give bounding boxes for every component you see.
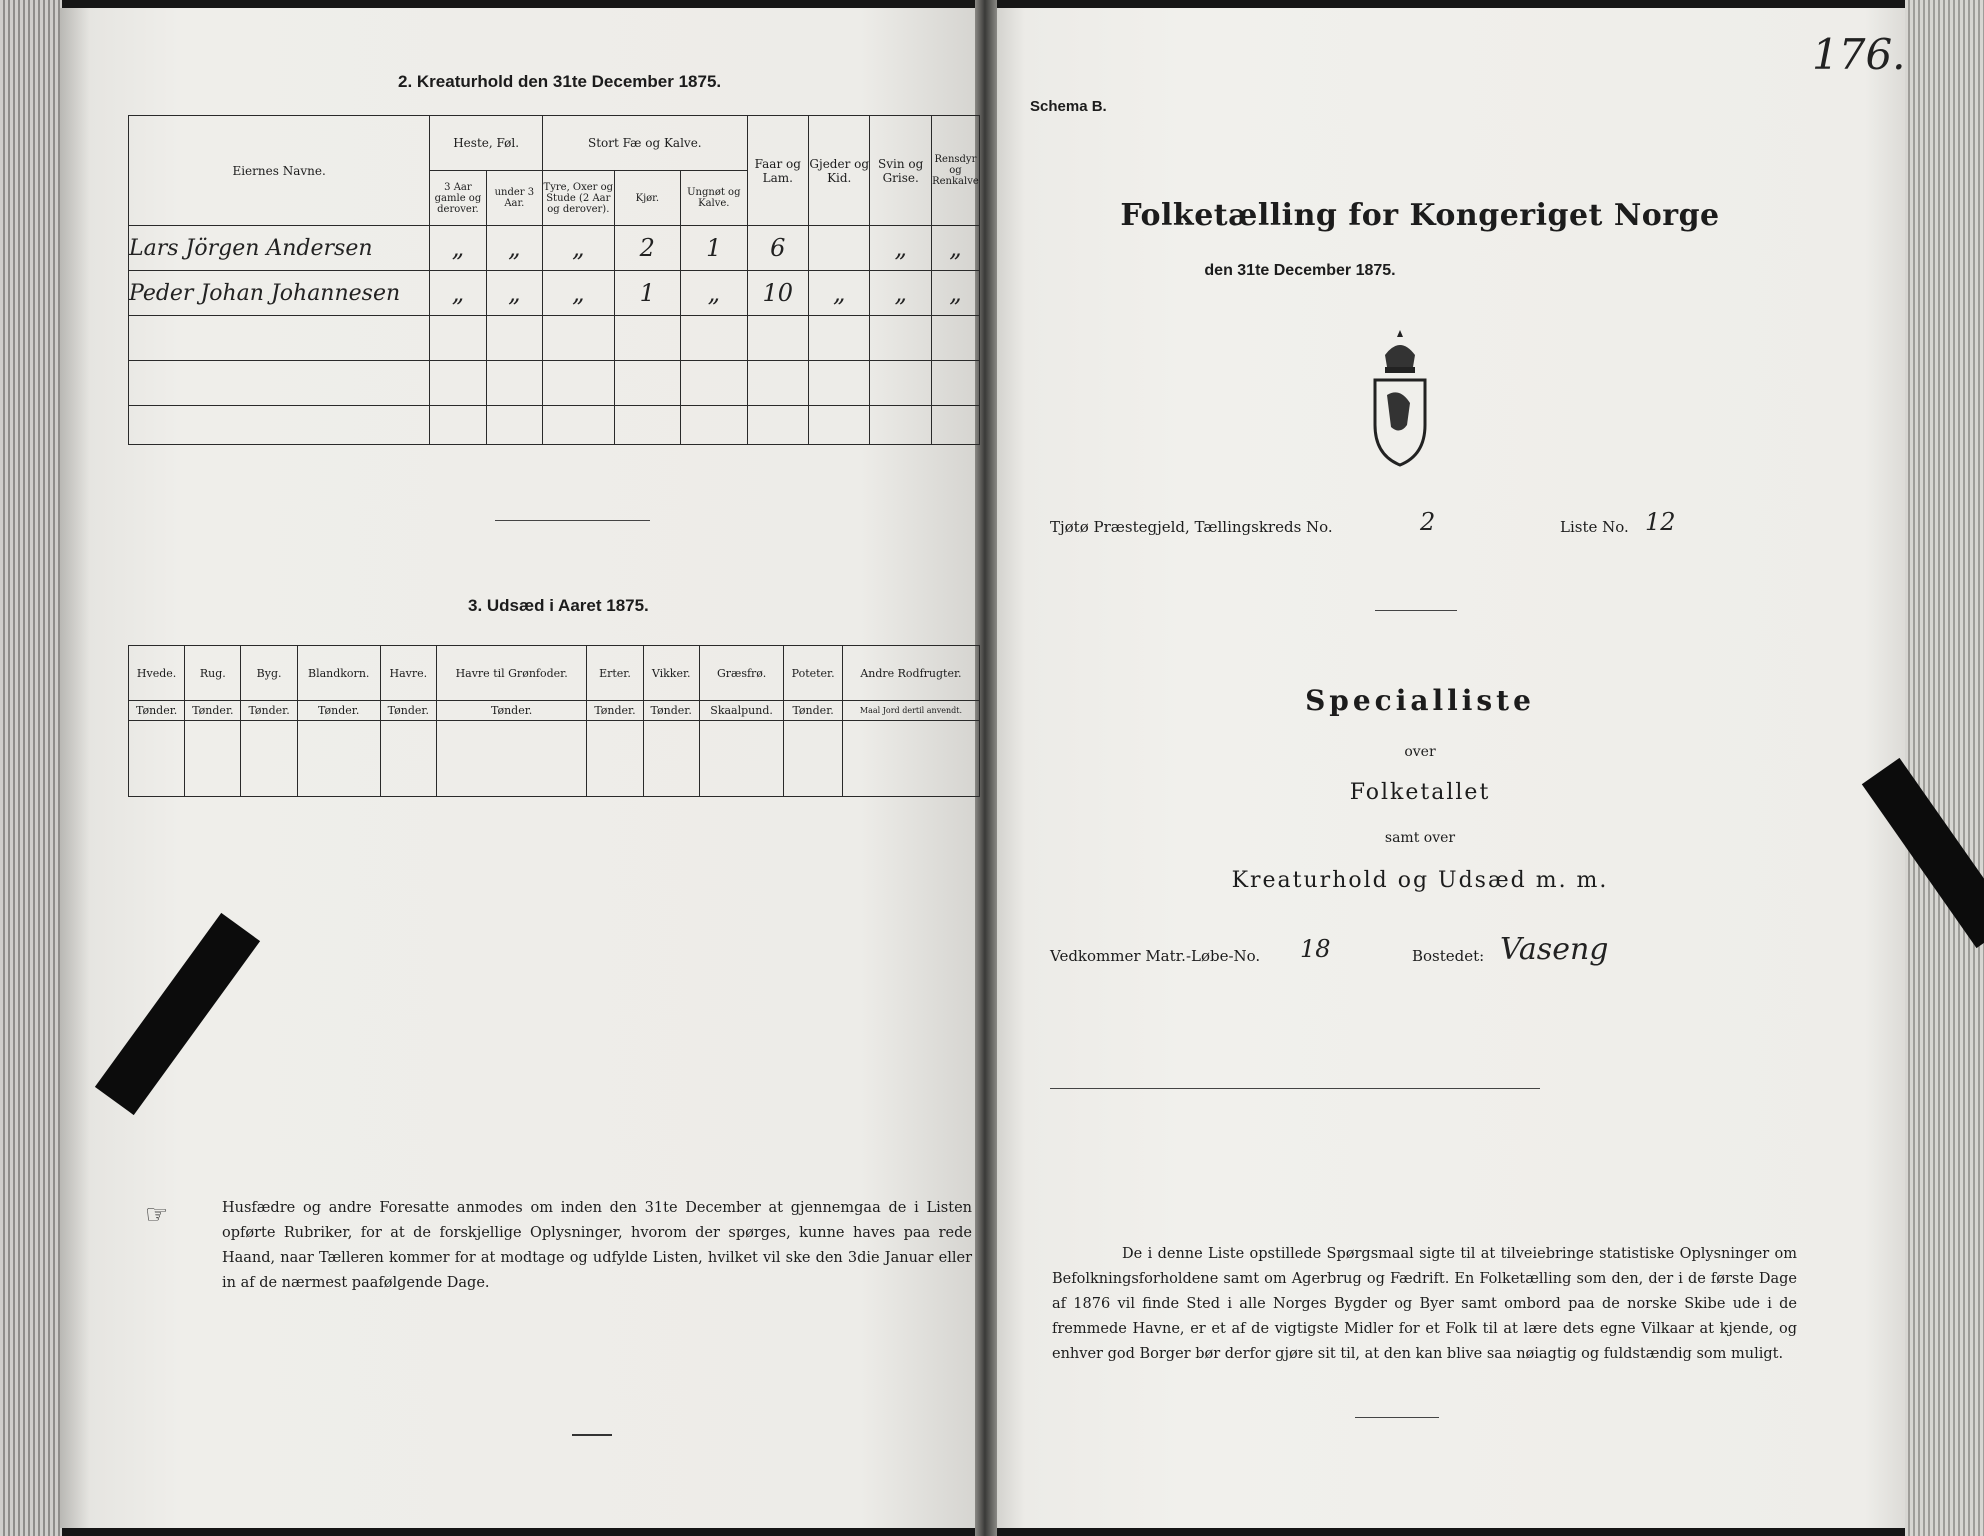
- sowing-header: Græsfrø.: [699, 646, 784, 701]
- sowing-unit: Tønder.: [297, 701, 380, 721]
- specialliste-title: Specialliste: [1305, 684, 1535, 717]
- footer-text: De i denne Liste opstillede Spørgsmaal sigte til at tilveiebringe statistiske Oplysninger om Befolkningsforholdene samt om Agerbrug og Fædrift. En Folketælling som den, der i de første Dage af 1876 vil finde Sted i alle Norges Bygder og Byer samt ombord paa de norske Skibe ude i de fremmede Havne, er et af de vigtigste Midler for et Folk til at lære dets egne Vilkaar at kjende, og enhver god Borger bør derfor gjøre sit til, at den kan blive saa nøiagtig og fuldstændig som muligt.: [1052, 1246, 1797, 1362]
- sowing-header: Havre.: [380, 646, 436, 701]
- cell: „: [681, 271, 747, 316]
- sowing-cell: [241, 721, 297, 797]
- cell: „: [809, 271, 870, 316]
- pointing-hand-icon: ☞: [145, 1200, 169, 1230]
- sowing-cell: [699, 721, 784, 797]
- sowing-header: Rug.: [185, 646, 241, 701]
- faar-header: Faar og Lam.: [747, 116, 808, 226]
- divider: [1375, 610, 1457, 611]
- cell: 10: [747, 271, 808, 316]
- bosted-label: Bostedet:: [1412, 947, 1485, 965]
- cell: 1: [614, 271, 680, 316]
- divider: [572, 1434, 612, 1436]
- sowing-cell: [842, 721, 979, 797]
- stort-sub-2: Kjør.: [614, 171, 680, 226]
- cell: [809, 226, 870, 271]
- sowing-header: Poteter.: [784, 646, 843, 701]
- cell: „: [931, 226, 979, 271]
- liste-no: 12: [1645, 508, 1676, 536]
- sowing-cell: [436, 721, 586, 797]
- sowing-header: Havre til Grønfoder.: [436, 646, 586, 701]
- main-title: Folketælling for Kongeriget Norge: [1120, 198, 1720, 233]
- cell: „: [870, 271, 931, 316]
- cell: „: [931, 271, 979, 316]
- divider: [1355, 1417, 1439, 1418]
- sowing-header: Erter.: [587, 646, 643, 701]
- matr-label: Vedkommer Matr.-Løbe-No.: [1050, 947, 1261, 965]
- sowing-cell: [297, 721, 380, 797]
- cell: „: [543, 271, 615, 316]
- sowing-unit: Tønder.: [380, 701, 436, 721]
- sowing-unit: Tønder.: [587, 701, 643, 721]
- cell: „: [430, 226, 486, 271]
- date-line: den 31te December 1875.: [1204, 262, 1396, 279]
- sowing-cell: [784, 721, 843, 797]
- cell: „: [486, 226, 542, 271]
- sowing-unit: Tønder.: [129, 701, 185, 721]
- svin-header: Svin og Grise.: [870, 116, 931, 226]
- divider: [495, 520, 650, 521]
- stort-sub-1: Tyre, Oxer og Stude (2 Aar og derover).: [543, 171, 615, 226]
- over-label: over: [1404, 744, 1436, 760]
- sowing-unit: Tønder.: [185, 701, 241, 721]
- heste-sub-2: under 3 Aar.: [486, 171, 542, 226]
- sowing-header: Byg.: [241, 646, 297, 701]
- table-row: [129, 361, 980, 406]
- divider: [1050, 1088, 1540, 1089]
- cell: „: [486, 271, 542, 316]
- notice-text: Husfædre og andre Foresatte anmodes om inden den 31te December at gjennemgaa de i Listen opførte Rubriker, for at de forskjellige Oplysninger, hvorom der spørges, kunne haves paa rede Haand, naar Tælleren kommer for at modtage og udfylde Listen, hvilket vil ske den 3die Januar eller in af de nærmest paafølgende Dage.: [222, 1200, 972, 1291]
- cell: „: [543, 226, 615, 271]
- sowing-cell: [129, 721, 185, 797]
- sowing-cell: [587, 721, 643, 797]
- liste-label: Liste No.: [1560, 518, 1629, 536]
- schema-label: Schema B.: [1030, 98, 1107, 115]
- rensdyr-header: Rensdyr og Renkalve: [931, 116, 979, 226]
- sowing-unit: Tønder.: [241, 701, 297, 721]
- page-number: 176.: [1812, 30, 1906, 79]
- sowing-table: [128, 645, 980, 797]
- sowing-cell: [185, 721, 241, 797]
- stort-header: Stort Fæ og Kalve.: [543, 116, 748, 171]
- book-edge-right: [1905, 0, 1984, 1536]
- folketallet-label: Folketallet: [1349, 780, 1491, 805]
- cell: 1: [681, 226, 747, 271]
- table-row: [129, 406, 980, 445]
- table-row: [129, 271, 980, 316]
- parish-label: Tjøtø Præstegjeld, Tællingskreds No.: [1050, 518, 1333, 536]
- section2-title: 2. Kreaturhold den 31te December 1875.: [398, 72, 722, 91]
- cell: 6: [747, 226, 808, 271]
- sowing-header: Hvede.: [129, 646, 185, 701]
- coat-of-arms-icon: [1365, 325, 1435, 475]
- sowing-unit: Maal Jord dertil anvendt.: [842, 701, 979, 721]
- sowing-unit: Tønder.: [643, 701, 699, 721]
- stort-sub-3: Ungnøt og Kalve.: [681, 171, 747, 226]
- livestock-table: [128, 115, 980, 445]
- heste-sub-1: 3 Aar gamle og derover.: [430, 171, 486, 226]
- sowing-cell: [643, 721, 699, 797]
- sowing-unit: Skaalpund.: [699, 701, 784, 721]
- section3-title: 3. Udsæd i Aaret 1875.: [468, 596, 649, 615]
- sowing-unit: Tønder.: [436, 701, 586, 721]
- sowing-unit: Tønder.: [784, 701, 843, 721]
- cell: „: [430, 271, 486, 316]
- sowing-header: Blandkorn.: [297, 646, 380, 701]
- cell: 2: [614, 226, 680, 271]
- sowing-cell: [380, 721, 436, 797]
- owner-header: Eiernes Navne.: [129, 116, 430, 226]
- sowing-header: Vikker.: [643, 646, 699, 701]
- bosted-value: Vaseng: [1500, 932, 1609, 967]
- table-row: [129, 316, 980, 361]
- cell: „: [870, 226, 931, 271]
- kreaturhold-label: Kreaturhold og Udsæd m. m.: [1231, 868, 1609, 893]
- heste-header: Heste, Føl.: [430, 116, 543, 171]
- owner-name: Peder Johan Johannesen: [129, 271, 430, 316]
- kreds-no: 2: [1420, 508, 1436, 536]
- samt-over-label: samt over: [1384, 830, 1456, 846]
- book-edge-left: [0, 0, 62, 1536]
- matr-no: 18: [1300, 935, 1331, 963]
- owner-name: Lars Jörgen Andersen: [129, 226, 430, 271]
- table-row: [129, 226, 980, 271]
- gjeder-header: Gjeder og Kid.: [809, 116, 870, 226]
- sowing-header: Andre Rodfrugter.: [842, 646, 979, 701]
